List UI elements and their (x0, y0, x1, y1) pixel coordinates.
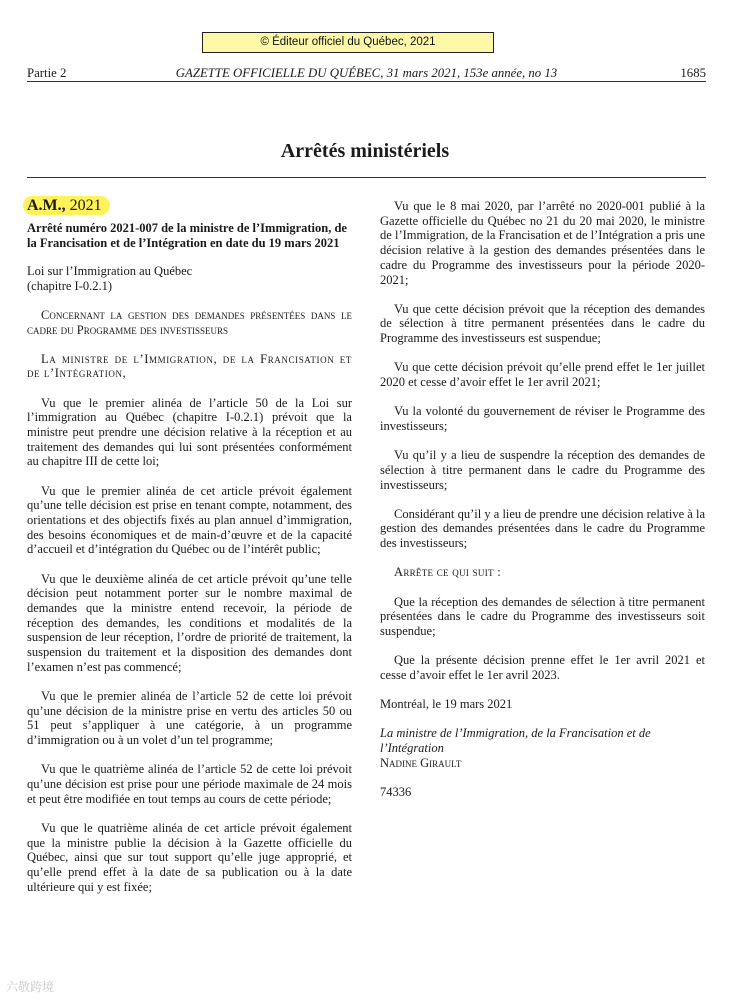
right-column (380, 199, 705, 800)
paragraph: Considérant qu’il y a lieu de prendre une décision relative à la gestion des demandes présentées dans le cadre du Programme des investisseurs; (380, 506, 705, 551)
order-title: Arrêté numéro 2021-007 de la ministre de l’Immigration, de la Francisation et de l’Intégration en date du 19 mars 2021 (27, 221, 347, 250)
law-name: Loi sur l’Immigration au Québec (27, 264, 193, 279)
paragraph: Vu que le 8 mai 2020, par l’arrêté no 2020-001 publié à la Gazette officielle du Québec no 21 du 20 mai 2020, le ministre de l’Immigration, de la Francisation et de l’Intégration a pris une décision relative à la gestion des demandes présentées dans le cadre du Programme des investisseurs pour la période 2020-2021; (380, 199, 705, 287)
watermark: 六敬跨境 (6, 980, 55, 994)
am-highlight (23, 196, 110, 215)
minister-line: La ministre de l’Immigration, de la Francisation et de l’Intégration, (27, 351, 352, 381)
decision-paragraph: Que la présente décision prenne effet le 1er avril 2021 et cesse d’avoir effet le 1er avril 2023. (380, 653, 705, 682)
signatory-name: Nadine Girault (380, 755, 462, 770)
page-number: 1685 (680, 66, 706, 80)
signature-block (380, 726, 705, 770)
paragraph: Vu que le quatrième alinéa de l’article 52 de cette loi prévoit qu’une décision est prise pour une période maximale de 24 mois et peut être modifiée en tout temps au cours de cette période; (27, 762, 352, 806)
am-heading (27, 195, 352, 217)
place-date: Montréal, le 19 mars 2021 (380, 697, 513, 712)
part-label: Partie 2 (27, 66, 67, 80)
paragraph: Vu que le deuxième alinéa de cet article prévoit qu’une telle décision peut notamment porter sur le nombre maximal de demandes que la ministre entend recevoir, la période de réception des demandes, les conditions et modalités de la suspension de leur réception, l’ordre de priorité de traitement, la suspension du traitement et la disposition des demandes dont l’examen n’est pas commencé; (27, 571, 352, 674)
decision-paragraph: Que la réception des demandes de sélection à titre permanent présentées dans le cadre du Programme des investisseurs soit suspendue; (380, 594, 705, 638)
paragraph: Vu la volonté du gouvernement de réviser le Programme des investisseurs; (380, 404, 705, 433)
copyright-notice: © Éditeur officiel du Québec, 2021 (202, 32, 494, 53)
law-reference (27, 264, 352, 293)
concerning-paragraph: Concernant la gestion des demandes présentées dans le cadre du Programme des investisseurs (27, 307, 352, 337)
section-divider (27, 177, 706, 178)
running-head (27, 64, 706, 82)
paragraph: Vu qu’il y a lieu de suspendre la réception des demandes de sélection à titre permanent dans le cadre du Programme des investisseurs; (380, 448, 705, 492)
paragraph: Vu que cette décision prévoit qu’elle prend effet le 1er juillet 2020 et cesse d’avoir effet le 1er avril 2021; (380, 360, 705, 390)
reference-number: 74336 (380, 784, 412, 799)
am-label: A.M., (27, 197, 66, 214)
section-title: Arrêtés ministériels (280, 140, 450, 162)
paragraph: Vu que le premier alinéa de l’article 50 de la Loi sur l’immigration au Québec (chapitre I-0.2.1) prévoit que la ministre peut prendre une décision relative à la réception et au traitement des demandes qui lui sont présentées conformément au chapitre III de cette loi; (27, 395, 352, 469)
law-chapter: (chapitre I-0.2.1) (27, 279, 113, 294)
paragraph: Vu que cette décision prévoit que la réception des demandes de sélection à titre permanent présentées dans le cadre du Programme des investisseurs est suspendue; (380, 301, 705, 346)
paragraph: Vu que le premier alinéa de cet article prévoit également qu’une telle décision est prise en tenant compte, notamment, des orientations et des objectifs fixés au plan annuel d’immigration, des besoins économiques et de main-d’œuvre et de la capacité d’accueil et d’intégration du Québec ou de l’intérêt public; (27, 483, 352, 557)
signatory-title: La ministre de l’Immigration, de la Francisation et de l’Intégration (380, 726, 651, 755)
arrete-heading: Arrête ce qui suit : (394, 565, 501, 580)
gazette-title: GAZETTE OFFICIELLE DU QUÉBEC, 31 mars 2021, 153e année, no 13 (175, 66, 558, 80)
paragraph: Vu que le quatrième alinéa de cet article prévoit également que la ministre publie la décision à la Gazette officielle du Québec, ainsi que sur tout support qu’elle juge approprié, et qu’elle prend effet à la date de sa publication ou à la date ultérieure qui y est fixée; (27, 821, 352, 894)
left-column (27, 195, 352, 909)
paragraph: Vu que le premier alinéa de l’article 52 de cette loi prévoit qu’une décision de la ministre prise en vertu des articles 50 ou 51 peut s’appliquer à une catégorie, à un programme d’immigration ou à un volet d’un tel programme; (27, 689, 352, 748)
am-year: 2021 (69, 197, 102, 214)
